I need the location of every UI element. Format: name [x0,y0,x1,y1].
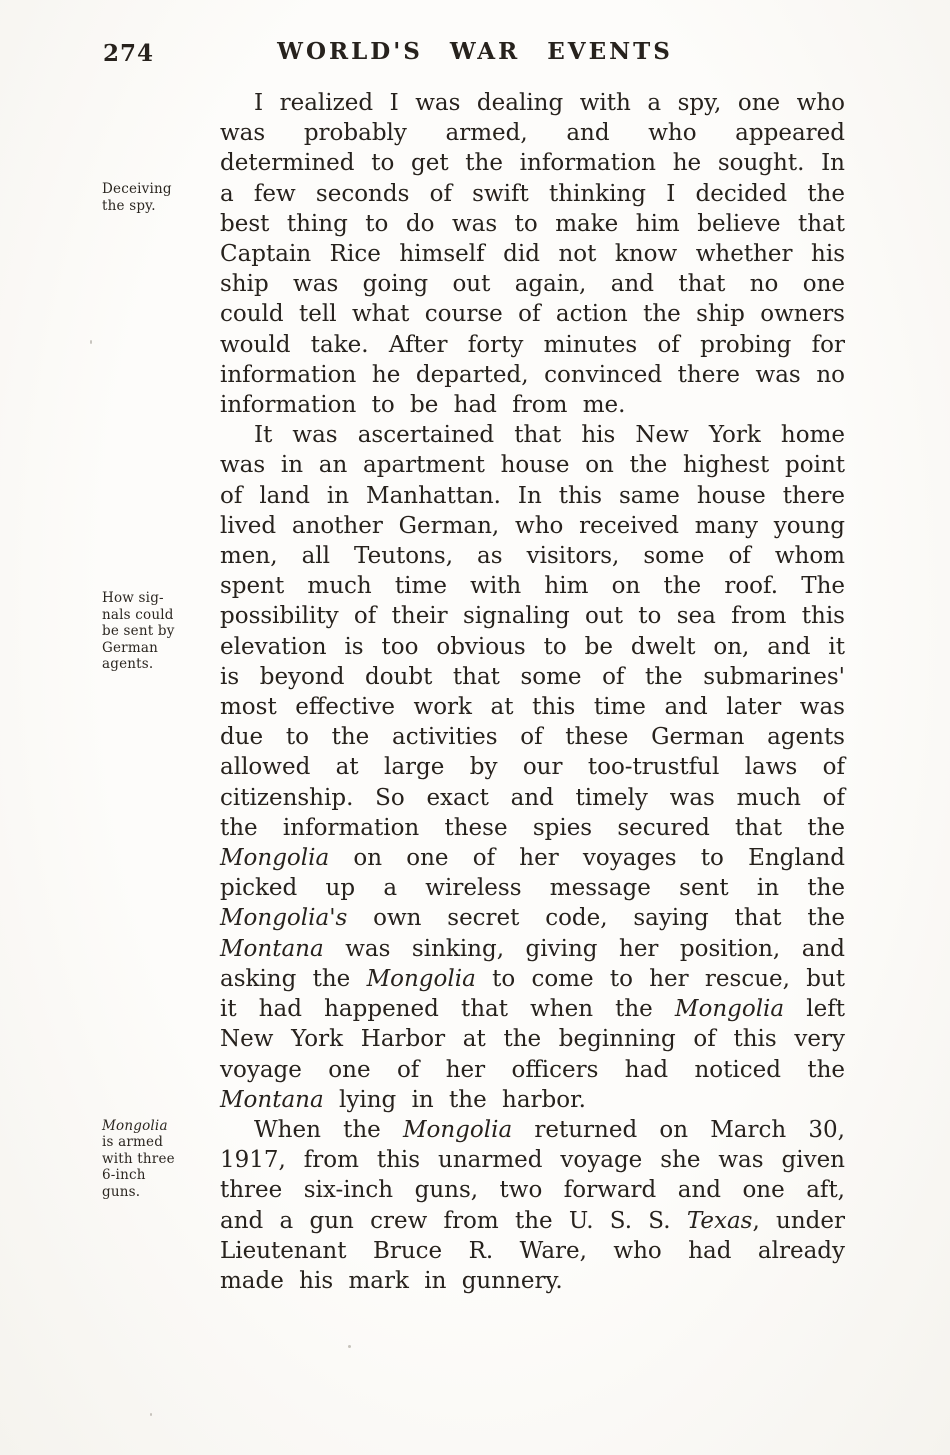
paragraph: How sig- nals could be sent by German agents. It was ascertained that his New York home was in an apartment house on the highest point of land in Manhattan. In this same house there lived another German, who received many young men, all Teutons, as visitors, some of whom spent much time with him on the roof. The possibility of their signaling out to sea from this elevation is too obvious to be dwelt on, and it is beyond doubt that some of the submarines' most effective work at this time and later was due to the activities of these German agents allowed at large by our too-trustful laws of citizenship. So exact and timely was much of the information these spies secured that the Mongolia on one of her voyages to England picked up a wireless message sent in the Mongolia's own secret code, saying that the Montana was sinking, giving her position, and asking the Mongolia to come to her rescue, but it had happened that when the Mongolia left New York Harbor at the beginning of this very voyage one of her officers had noticed the Montana lying in the harbor. [102,422,846,1113]
margin-note-line: 6-inch [102,1167,146,1184]
ship-name-italic: Montana [220,935,324,962]
margin-note-line: agents. [102,656,154,673]
margin-note-line: be sent by [102,623,175,640]
ship-name-italic: Mongolia [220,845,330,872]
scan-speck [348,1345,351,1348]
ship-name-italic: Mongolia's [220,905,348,932]
margin-note-line: nals could [102,606,174,623]
margin-note-line: Mongolia [102,1117,168,1134]
margin-note-line: with three [102,1150,175,1167]
running-title: WORLD'S WAR EVENTS [277,38,673,65]
margin-note-line: guns. [102,1183,141,1200]
margin-note-line: How sig- [102,590,164,607]
paragraph: Mongolia is armed with three 6-inch guns. When the Mongolia returned on March 30, 1917, from this unarmed voyage she was given three six-inch guns, two forward and one aft, and a gun crew from the U. S. S. Texas, under Lieutenant Bruce R. Ware, who had already made his mark in gunnery. [102,1116,846,1294]
text-block [102,88,846,1296]
margin-note-line: the spy. [102,197,156,214]
ship-name-italic: Texas [686,1207,753,1234]
margin-note [102,1118,214,1201]
paragraph: Deceiving the spy. I realized I was dealing with a spy, one who was probably armed, and who appeared determined to get the information he sought. In a few seconds of swift thinking I decided the best thing to do was to make him believe that Captain Rice himself did not know whether his ship was going out again, and that no one could tell what course of action the ship owners would take. After forty minutes of probing for information he departed, convinced there was no information to be had from me. [102,90,845,419]
scan-speck [150,1413,152,1416]
page-header [0,38,950,72]
margin-note-line: is armed [102,1134,164,1151]
margin-note [102,590,214,673]
page-number: 274 [103,40,155,67]
ship-name-italic: Mongolia [674,996,785,1023]
ship-name-italic: Mongolia [402,1116,513,1143]
ship-name-italic: Mongolia [366,965,476,992]
margin-note [102,181,214,214]
scan-speck [90,340,92,344]
margin-note-line: German [102,639,158,656]
ship-name-italic: Montana [220,1086,324,1113]
margin-note-line: Deceiving [102,181,172,197]
